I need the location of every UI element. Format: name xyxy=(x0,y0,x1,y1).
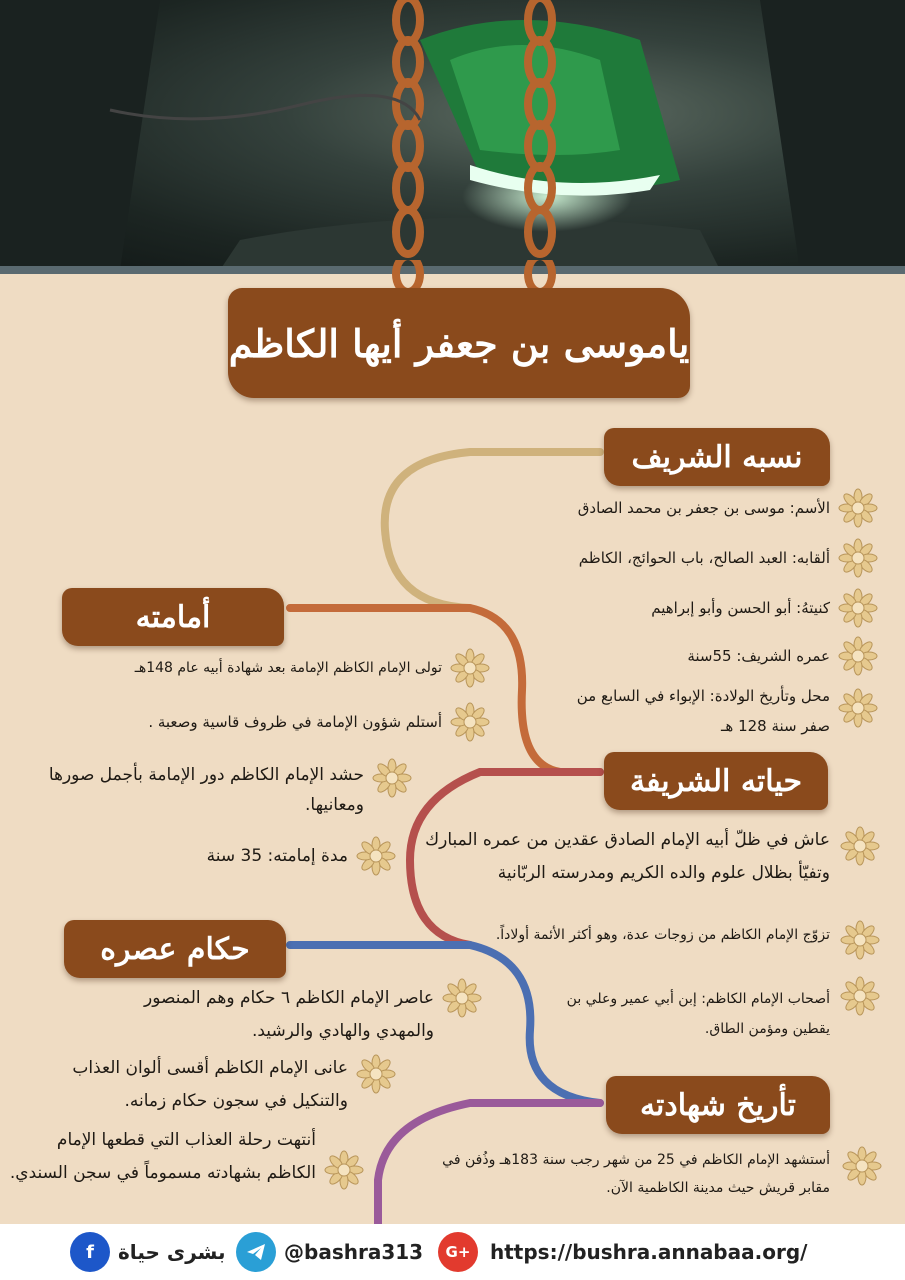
shahada-item-1: أستشهد الإمام الكاظم في 25 من شهر رجب سنة 183هـ وذُفن في مقابر قريش حيث مدينة الكاظمية الآن. xyxy=(442,1152,830,1196)
nasab-item-1: الأسم: موسى بن جعفر بن محمد الصادق xyxy=(577,499,830,517)
nasab-item-2: ألقابه: العبد الصالح، باب الحوائج، الكاظم xyxy=(578,549,830,567)
section-banner-hayat xyxy=(604,752,828,810)
rosette-icon xyxy=(840,976,880,1016)
rosette-icon xyxy=(840,826,880,866)
rosette-icon xyxy=(356,836,396,876)
imamah-item-1: تولى الإمام الكاظم الإمامة بعد شهادة أبيه عام 148هـ xyxy=(134,660,442,676)
nasab-item-5: محل وتأريخ الولادة: الإبواء في السابع من صفر سنة 128 هـ xyxy=(576,687,830,735)
telegram-link[interactable] xyxy=(236,1232,423,1272)
rosette-icon xyxy=(450,702,490,742)
rosette-icon xyxy=(838,588,878,628)
rosette-icon xyxy=(842,1146,882,1186)
brand-name: بشرى حياة xyxy=(118,1240,226,1264)
imamah-item-4: مدة إمامته: 35 سنة xyxy=(206,846,348,866)
telegram-handle: @bashra313 xyxy=(284,1240,424,1264)
section-heading-hayat: حياته الشريفة xyxy=(629,763,803,799)
section-banner-nasab xyxy=(604,428,830,486)
nasab-item-3: كنيتهُ: أبو الحسن وأبو إبراهيم xyxy=(651,599,830,617)
google-plus-icon: G+ xyxy=(438,1232,478,1272)
section-heading-shahada: تأريخ شهادته xyxy=(639,1087,797,1123)
rosette-icon xyxy=(838,688,878,728)
rosette-icon xyxy=(450,648,490,688)
nasab-item-4: عمره الشريف: 55سنة xyxy=(687,647,830,665)
hukkam-item-2: عانى الإمام الكاظم أقسى ألوان العذاب والتنكيل في سجون حكام زمانه. xyxy=(72,1058,348,1111)
section-banner-shahada xyxy=(606,1076,830,1134)
imamah-item-3: حشد الإمام الكاظم دور الإمامة بأجمل صورها ومعانيها. xyxy=(48,765,364,815)
website-url: https://bushra.annabaa.org/ xyxy=(490,1240,808,1264)
section-heading-nasab: نسبه الشريف xyxy=(631,439,803,475)
rosette-icon xyxy=(442,978,482,1018)
main-title: ياموسى بن جعفر أيها الكاظم xyxy=(228,320,690,366)
section-banner-hukkam xyxy=(64,920,286,978)
facebook-link[interactable] xyxy=(70,1232,226,1272)
hayat-item-3: أصحاب الإمام الكاظم: إبن أبي عمير وعلي بن يقطين ومؤمن الطاق. xyxy=(566,991,830,1037)
rosette-icon xyxy=(324,1150,364,1190)
facebook-icon: f xyxy=(70,1232,110,1272)
website-link[interactable] xyxy=(438,1232,807,1272)
section-banner-imamah xyxy=(62,588,284,646)
main-title-banner xyxy=(228,288,690,398)
rosette-icon xyxy=(372,758,412,798)
rosette-icon xyxy=(356,1054,396,1094)
hayat-item-2: تزوّج الإمام الكاظم من زوجات عدة، وهو أكثر الأئمة أولاداً. xyxy=(495,927,830,943)
rosette-icon xyxy=(840,920,880,960)
telegram-icon xyxy=(236,1232,276,1272)
section-heading-imamah: أمامته xyxy=(135,599,211,635)
rosette-icon xyxy=(838,636,878,676)
rosette-icon xyxy=(838,488,878,528)
rosette-icon xyxy=(838,538,878,578)
imamah-item-2: أستلم شؤون الإمامة في ظروف قاسية وصعبة . xyxy=(148,713,442,731)
hukkam-item-3: أنتهت رحلة العذاب التي قطعها الإمام الكاظم بشهادته مسموماً في سجن السندي. xyxy=(9,1130,316,1183)
hukkam-item-1: عاصر الإمام الكاظم ٦ حكام وهم المنصور والمهدي والهادي والرشيد. xyxy=(144,988,434,1041)
hayat-item-1: عاش في ظلّ أبيه الإمام الصادق عقدين من عمره المبارك وتفيّأ بظلال علوم والده الكريم ومدرسته الربّانية xyxy=(425,830,830,883)
section-heading-hukkam: حكام عصره xyxy=(100,931,250,967)
